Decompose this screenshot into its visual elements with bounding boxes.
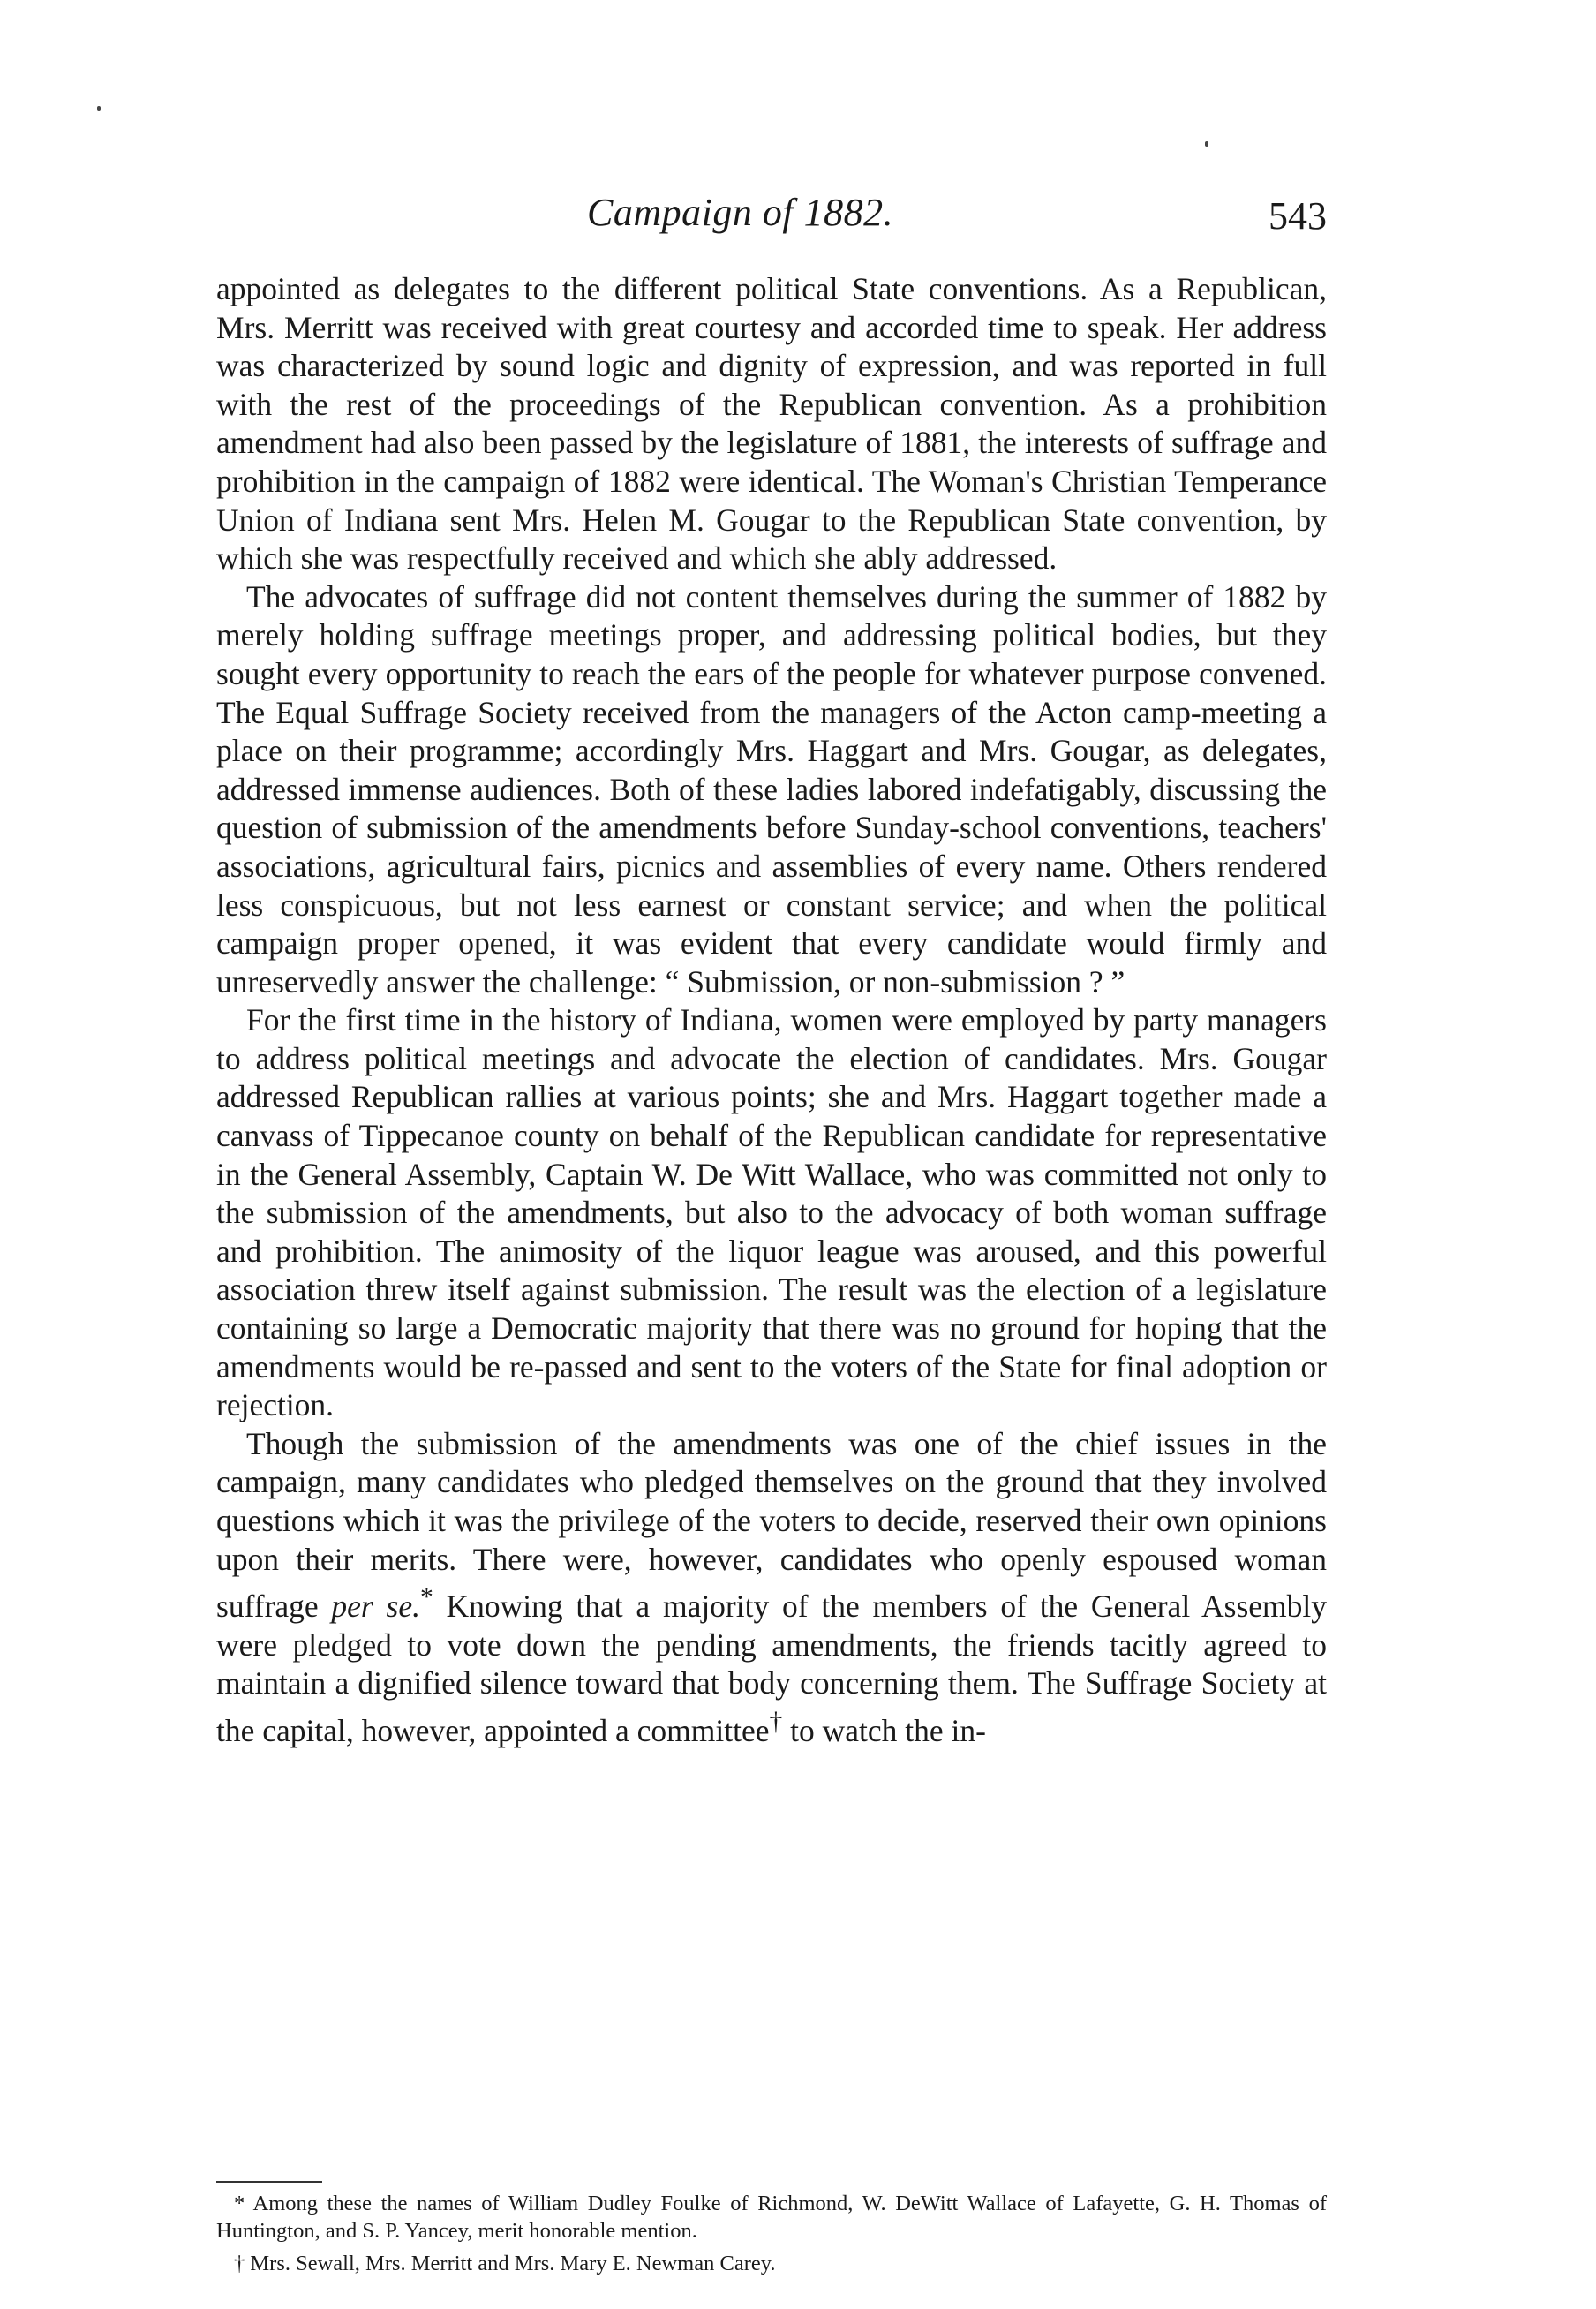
paragraph-text: to watch the in- <box>782 1712 986 1748</box>
paper-speck <box>1205 141 1208 147</box>
footnote: † Mrs. Sewall, Mrs. Merritt and Mrs. Mary E. Newman Carey. <box>234 2252 776 2275</box>
running-head <box>216 190 1327 252</box>
footnote-marker: * <box>419 1583 433 1612</box>
paragraph: The advocates of suffrage did not content themselves during the summer of 1882 by merely holding suffrage meetings proper, and addressing political bodies, but they sought every opportunity to reach the ears of the people for whatever purpose convened. The Equal Suffrage Society received from the managers of the Acton camp-meeting a place on their programme; accordingly Mrs. Haggart and Mrs. Gougar, as delegates, addressed immense audiences. Both of these ladies labored indefatigably, discussing the question of submission of the amendments before Sunday-school conventions, teachers' associations, agricultural fairs, picnics and assemblies of every name. Others rendered less conspicuous, but not less earnest or constant service; and when the political campaign proper opened, it was evident that every candidate would firmly and unreservedly answer the challenge: “ Submission, or non-submission ? ” <box>216 578 1327 1000</box>
paragraph-text: Though the submission of the amendments was one of the chief issues in the campaign, many candidates who pledged themselves on the ground that they involved questions which it was the privilege of the voters to decide, reserved their own opinions upon their merits. There were, however, candidates who openly espoused woman suffrage <box>216 1425 1327 1625</box>
paragraph <box>216 1425 1327 1750</box>
paragraph: appointed as delegates to the different political State conventions. As a Republican, Mrs. Merritt was received with great courtesy and accorded time to speak. Her address was characterized by sound logic and dignity of expression, and was reported in full with the rest of the proceedings of the Republican convention. As a prohibition amendment had also been passed by the legislature of 1881, the interests of suffrage and prohibition in the campaign of 1882 were identical. The Woman's Christian Temperance Union of Indiana sent Mrs. Helen M. Gougar to the Republican State convention, by which she was respectfully received and which she ably addressed. <box>216 271 1327 577</box>
footnotes <box>216 2190 1327 2283</box>
paragraph-text: Knowing that a majority of the members of the General Assembly were pledged to vote down the pending amendments, the friends tacitly agreed to maintain a dignified silence toward that body concerning them. The Suffrage Society at the capital, however, appointed a committee <box>216 1588 1327 1748</box>
footnote-marker: † <box>769 1707 783 1736</box>
paper-speck <box>97 106 101 111</box>
body-text <box>216 270 1327 1750</box>
page-number: 543 <box>1269 194 1327 238</box>
italic-phrase: per se. <box>331 1588 420 1625</box>
footnote-rule <box>216 2181 322 2183</box>
running-title: Campaign of 1882. <box>587 191 894 234</box>
footnote: * Among these the names of William Dudley Foulke of Richmond, W. DeWitt Wallace of Lafayette, G. H. Thomas of Huntington, and S. P. Yancey, merit honorable mention. <box>216 2192 1327 2243</box>
paragraph: For the first time in the history of Indiana, women were employed by party managers to address political meetings and advocate the election of candidates. Mrs. Gougar addressed Republican rallies at various points; she and Mrs. Haggart together made a canvass of Tippecanoe county on behalf of the Republican candidate for representative in the General Assembly, Captain W. De Witt Wallace, who was committed not only to the submission of the amendments, but also to the advocacy of both woman suffrage and prohibition. The animosity of the liquor league was aroused, and this powerful association threw itself against submission. The result was the election of a legislature containing so large a Democratic majority that there was no ground for hoping that the amendments would be re-passed and sent to the voters of the State for final adoption or rejection. <box>216 1002 1327 1423</box>
